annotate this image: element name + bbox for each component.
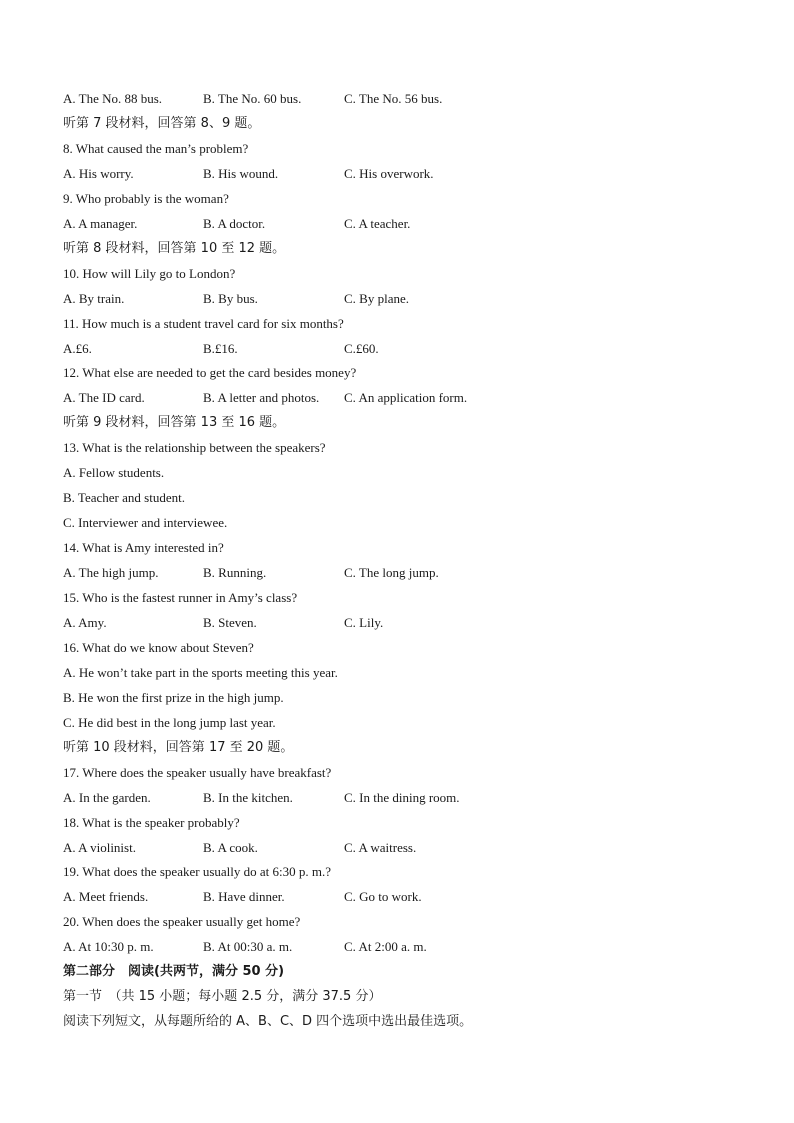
question-text: 10. How will Lily go to London? — [63, 266, 236, 281]
question-text: 9. Who probably is the woman? — [63, 191, 229, 206]
option-c: C. A waitress. — [344, 840, 417, 855]
option-a: A. Meet friends. — [63, 889, 149, 904]
question-text: A. Fellow students. — [63, 465, 165, 480]
section-heading: 第二部分 阅读(共两节，满分 50 分) — [63, 964, 285, 979]
option-a: A.£6. — [63, 341, 92, 356]
option-b: B. A doctor. — [203, 216, 266, 231]
instruction-text: 阅读下列短文，从每题所给的 A、B、C、D 四个选项中选出最佳选项。 — [63, 1014, 473, 1029]
answer-options-row — [63, 340, 703, 358]
question-text: 19. What does the speaker usually do at 6:30 p. m.? — [63, 864, 332, 879]
question-text: B. He won the first prize in the high jump. — [63, 690, 284, 705]
option-a: A. The high jump. — [63, 565, 159, 580]
answer-options-row — [63, 938, 703, 956]
instruction-text: 听第 8 段材料，回答第 10 至 12 题。 — [63, 241, 286, 256]
option-c: C. An application form. — [344, 390, 468, 405]
instruction-text: 听第 9 段材料，回答第 13 至 16 题。 — [63, 415, 286, 430]
answer-options-row — [63, 564, 703, 582]
option-c: C.£60. — [344, 341, 379, 356]
question-text: 18. What is the speaker probably? — [63, 815, 240, 830]
option-c: C. His overwork. — [344, 166, 434, 181]
option-b: B.£16. — [203, 341, 238, 356]
option-b: B. A letter and photos. — [203, 390, 320, 405]
instruction-text: 听第 7 段材料，回答第 8、9 题。 — [63, 116, 261, 131]
option-c: C. The long jump. — [344, 565, 439, 580]
answer-options-row — [63, 789, 703, 807]
instruction-text: 听第 10 段材料，回答第 17 至 20 题。 — [63, 740, 294, 755]
option-a: A. The No. 88 bus. — [63, 91, 163, 106]
option-b: B. Steven. — [203, 615, 257, 630]
answer-options-row — [63, 389, 703, 407]
option-c: C. At 2:00 a. m. — [344, 939, 427, 954]
option-c: C. Go to work. — [344, 889, 422, 904]
option-c: C. The No. 56 bus. — [344, 91, 443, 106]
option-b: B. His wound. — [203, 166, 279, 181]
instruction-text: 第一节 （共 15 小题；每小题 2.5 分，满分 37.5 分） — [63, 989, 382, 1004]
option-a: A. By train. — [63, 291, 125, 306]
option-c: C. A teacher. — [344, 216, 411, 231]
option-a: A. In the garden. — [63, 790, 151, 805]
question-text: 17. Where does the speaker usually have breakfast? — [63, 765, 332, 780]
option-b: B. Running. — [203, 565, 267, 580]
question-text: 14. What is Amy interested in? — [63, 540, 224, 555]
option-a: A. A violinist. — [63, 840, 136, 855]
question-text: 11. How much is a student travel card for six months? — [63, 316, 344, 331]
option-b: B. The No. 60 bus. — [203, 91, 302, 106]
option-c: C. In the dining room. — [344, 790, 460, 805]
option-c: C. Lily. — [344, 615, 384, 630]
answer-options-row — [63, 614, 703, 632]
option-b: B. Have dinner. — [203, 889, 285, 904]
option-a: A. Amy. — [63, 615, 107, 630]
question-text: A. He won’t take part in the sports meeting this year. — [63, 665, 338, 680]
question-text: C. Interviewer and interviewee. — [63, 515, 228, 530]
option-a: A. At 10:30 p. m. — [63, 939, 154, 954]
answer-options-row — [63, 90, 703, 108]
option-b: B. By bus. — [203, 291, 258, 306]
answer-options-row — [63, 215, 703, 233]
question-text: 16. What do we know about Steven? — [63, 640, 254, 655]
option-a: A. A manager. — [63, 216, 138, 231]
option-c: C. By plane. — [344, 291, 409, 306]
option-b: B. In the kitchen. — [203, 790, 293, 805]
answer-options-row — [63, 165, 703, 183]
option-a: A. His worry. — [63, 166, 134, 181]
option-a: A. The ID card. — [63, 390, 145, 405]
option-b: B. At 00:30 a. m. — [203, 939, 293, 954]
question-text: 13. What is the relationship between the speakers? — [63, 440, 326, 455]
question-text: C. He did best in the long jump last year. — [63, 715, 276, 730]
option-b: B. A cook. — [203, 840, 258, 855]
question-text: 15. Who is the fastest runner in Amy’s class? — [63, 590, 298, 605]
question-text: 20. When does the speaker usually get home? — [63, 914, 301, 929]
answer-options-row — [63, 839, 703, 857]
answer-options-row — [63, 290, 703, 308]
question-text: 12. What else are needed to get the card besides money? — [63, 365, 357, 380]
question-text: 8. What caused the man’s problem? — [63, 141, 249, 156]
question-text: B. Teacher and student. — [63, 490, 185, 505]
answer-options-row — [63, 888, 703, 906]
